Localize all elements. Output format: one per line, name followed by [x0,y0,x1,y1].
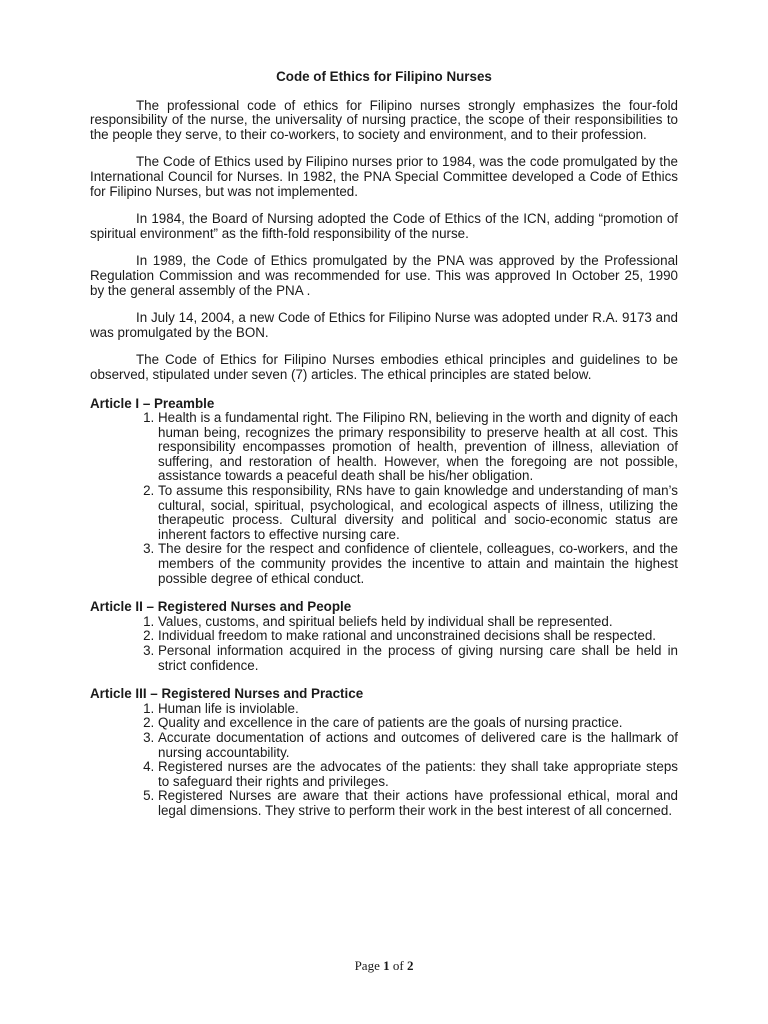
intro-paragraph-3: In 1984, the Board of Nursing adopted the Code of Ethics of the ICN, adding “promotion of spiritual environment” as the fifth-fold responsibility of the nurse. [90,211,678,241]
article-2-item: 1. Values, customs, and spiritual beliefs held by individual shall be represented. [158,615,678,630]
article-1-heading: Article I – Preamble [90,395,215,411]
article-3-item: 5. Registered Nurses are aware that their actions have professional ethical, moral and legal dimensions. They strive to perform their work in the best interest of all concerned. [158,789,678,818]
article-1-item: 2. To assume this responsibility, RNs have to gain knowledge and understanding of man’s cultural, social, spiritual, psychological, and ecological aspects of illness, utilizing the therapeutic process. Cultural diversity and political and socio-economic status are inherent factors to effective nursing care. [158,484,678,542]
article-2-item: 3. Personal information acquired in the process of giving nursing care shall be held in strict confidence. [158,644,678,673]
article-3-heading: Article III – Registered Nurses and Practice [90,686,364,702]
page-number-footer [0,958,768,974]
article-3-item: 2. Quality and excellence in the care of patients are the goals of nursing practice. [158,716,678,731]
article-2-heading: Article II – Registered Nurses and People [90,599,352,615]
article-3-item: 1. Human life is inviolable. [158,702,678,717]
intro-paragraph-2: The Code of Ethics used by Filipino nurses prior to 1984, was the code promulgated by the International Council for Nurses. In 1982, the PNA Special Committee developed a Code of Ethics for Filipino Nurses, but was not implemented. [90,154,678,199]
article-1-list [90,411,678,586]
article-1-item: 3. The desire for the respect and confidence of clientele, colleagues, co-workers, and the members of the community provides the incentive to attain and maintain the highest possible degree of ethical conduct. [158,542,678,586]
of-word: of [392,958,404,973]
article-1-item: 1. Health is a fundamental right. The Filipino RN, believing in the worth and dignity of each human being, recognizes the primary responsibility to preserve health at all cost. This responsibility encompasses promotion of health, prevention of illness, alleviation of suffering, and restoration of health. However, when the foregoing are not possible, assistance towards a peaceful death shall be his/her obligation. [158,411,678,484]
page-word: Page [354,958,380,973]
article-2-item: 2. Individual freedom to make rational and unconstrained decisions shall be respected. [158,629,678,644]
article-3-list [90,702,678,819]
intro-paragraph-5: In July 14, 2004, a new Code of Ethics for Filipino Nurse was adopted under R.A. 9173 and was promulgated by the BON. [90,310,678,340]
page-total: 2 [406,958,414,973]
document-title: Code of Ethics for Filipino Nurses [276,69,492,84]
article-2-list [90,615,678,673]
article-3-item: 4. Registered nurses are the advocates of the patients: they shall take appropriate steps to safeguard their rights and privileges. [158,760,678,789]
intro-paragraph-6: The Code of Ethics for Filipino Nurses embodies ethical principles and guidelines to be observed, stipulated under seven (7) articles. The ethical principles are stated below. [90,352,678,382]
intro-paragraph-1: The professional code of ethics for Filipino nurses strongly emphasizes the four-fold responsibility of the nurse, the universality of nursing practice, the scope of their responsibilities to the people they serve, to their co-workers, to society and environment, and to their profession. [90,97,678,142]
article-3-item: 3. Accurate documentation of actions and outcomes of delivered care is the hallmark of nursing accountability. [158,731,678,760]
page-current: 1 [383,958,390,973]
intro-paragraph-4: In 1989, the Code of Ethics promulgated by the PNA was approved by the Professional Regulation Commission and was recommended for use. This was approved In October 25, 1990 by the general assembly of the PNA . [90,253,678,298]
